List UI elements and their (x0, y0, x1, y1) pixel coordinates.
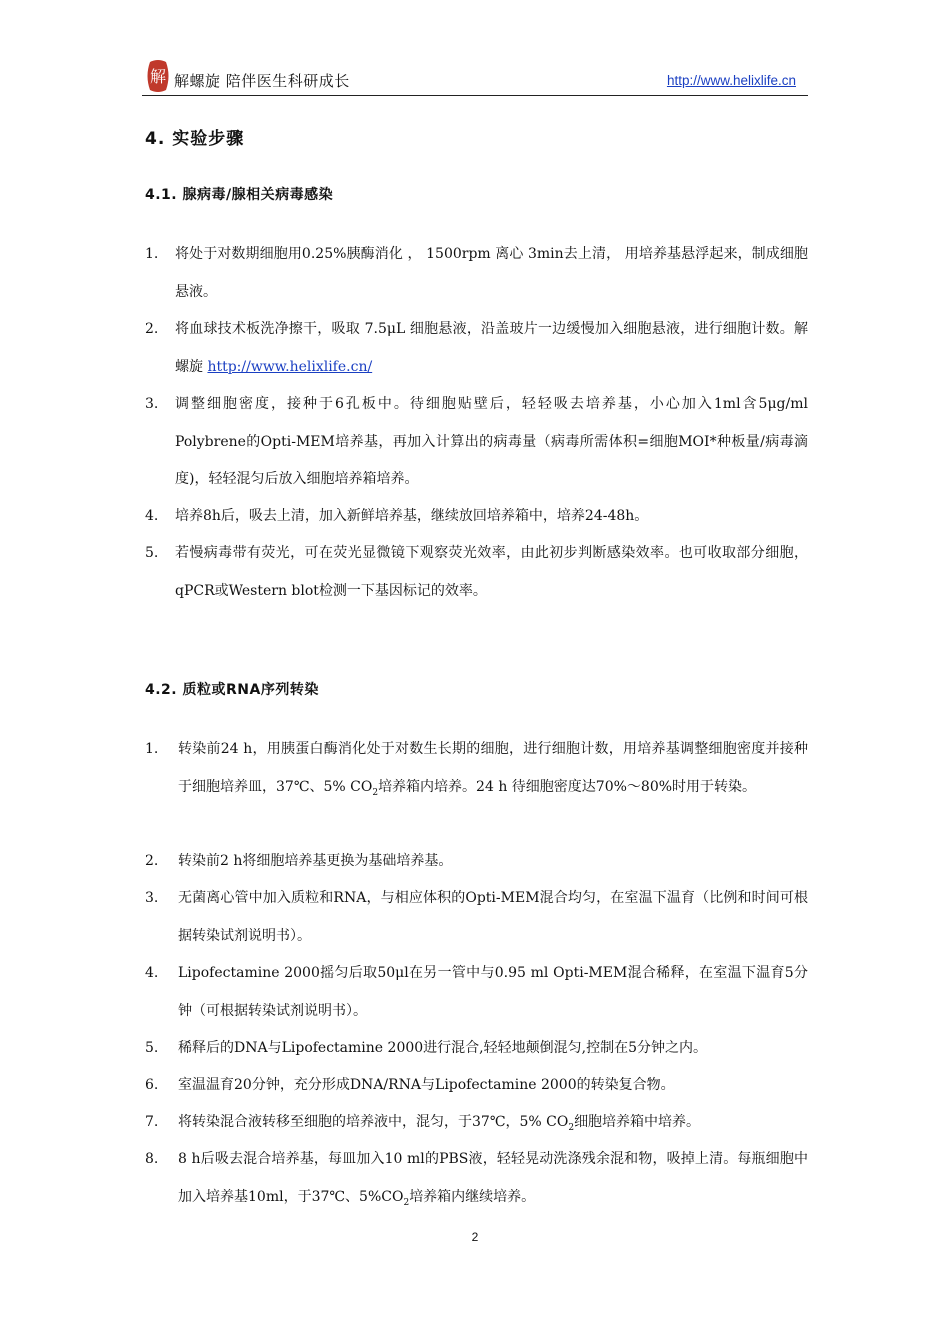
item-text-part: 将转染混合液转移至细胞的培养液中，混匀，于37℃，5% CO (178, 1114, 569, 1130)
list-item (145, 731, 808, 812)
item-text-part: 细胞培养箱中培养。 (574, 1114, 701, 1130)
list-item (145, 386, 808, 499)
list-item (145, 498, 808, 536)
item-text (178, 731, 808, 812)
item-number: 1. (145, 741, 159, 757)
subscript: 2 (372, 787, 379, 798)
item-text: 将处于对数期细胞用0.25%胰酶消化 ， 1500rpm 离心 3min去上清， 用培养基悬浮起来，制成细胞悬液。 (175, 246, 808, 300)
seal-logo-icon (144, 58, 172, 94)
item-text: 若慢病毒带有荧光，可在荧光显微镜下观察荧光效率，由此初步判断感染效率。也可收取部分细胞，qPCR或Western blot检测一下基因标记的效率。 (175, 545, 808, 599)
page-number: 2 (471, 1230, 479, 1244)
header-website-link[interactable]: http://www.helixlife.cn (666, 73, 796, 88)
item-number: 2. (145, 853, 159, 869)
item-number: 4. (145, 965, 159, 981)
item-text: Lipofectamine 2000摇匀后取50μl在另一管中与0.95 ml Opti-MEM混合稀释，在室温下温育5分钟（可根据转染试剂说明书）。 (178, 965, 808, 1019)
subscript: 2 (403, 1197, 410, 1208)
item-number: 3. (145, 396, 159, 412)
list-item (145, 843, 808, 881)
item-text-part: 8 h后吸去混合培养基，每皿加入10 ml的PBS液，轻轻晃动洗涤残余混和物，吸掉上清。每瓶细胞中加入培养基10ml，于37℃、5%CO (178, 1151, 808, 1205)
item-text-part: 转染前24 h，用胰蛋白酶消化处于对数生长期的细胞，进行细胞计数，用培养基调整细胞密度并接种于细胞培养皿，37℃、5% CO (178, 741, 808, 795)
list-item (145, 236, 808, 311)
item-number: 5. (145, 545, 159, 561)
item-number: 2. (145, 321, 159, 337)
subscript: 2 (568, 1122, 575, 1133)
item-text: 无菌离心管中加入质粒和RNA，与相应体积的Opti-MEM混合均匀，在室温下温育（比例和时间可根据转染试剂说明书）。 (178, 890, 808, 944)
subsection-title-4-1: 4.1. 腺病毒/腺相关病毒感染 (145, 187, 334, 203)
helixlife-link[interactable]: http://www.helixlife.cn/ (207, 358, 373, 375)
item-text: 培养8h后，吸去上清，加入新鲜培养基，继续放回培养箱中，培养24-48h。 (175, 508, 649, 524)
page-header (142, 58, 808, 96)
list-item (145, 535, 808, 610)
list-item (145, 1067, 808, 1105)
subsection-title-4-2: 4.2. 质粒或RNA序列转染 (145, 682, 319, 698)
item-number: 4. (145, 508, 159, 524)
brand-slogan: 解螺旋 陪伴医生科研成长 (174, 72, 350, 90)
item-text: 稀释后的DNA与Lipofectamine 2000进行混合,轻轻地颠倒混匀,控制在5分钟之内。 (178, 1040, 707, 1056)
item-number: 6. (145, 1077, 159, 1093)
item-text-part: 培养箱内培养。24 h 待细胞密度达70%～80%时用于转染。 (378, 778, 757, 795)
item-number: 3. (145, 890, 159, 906)
item-number: 8. (145, 1151, 159, 1167)
item-text-main: 将血球技术板洗净擦干，吸取 7.5μL 细胞悬液，沿盖玻片一边缓慢加入细胞悬液，进行细胞计数。解螺旋 (175, 321, 808, 375)
svg-text:解: 解 (149, 67, 167, 86)
item-text-part: 培养箱内继续培养。 (409, 1188, 536, 1205)
item-text (175, 311, 808, 386)
item-text: 转染前2 h将细胞培养基更换为基础培养基。 (178, 853, 453, 869)
item-number: 1. (145, 246, 159, 262)
item-number: 5. (145, 1040, 159, 1056)
list-item (145, 1141, 808, 1222)
section-title: 4. 实验步骤 (145, 129, 245, 149)
list-item (145, 1030, 808, 1068)
item-number: 7. (145, 1114, 159, 1130)
item-text: 调整细胞密度，接种于6孔板中。待细胞贴壁后，轻轻吸去培养基，小心加入1ml含5μg/ml Polybrene的Opti-MEM培养基，再加入计算出的病毒量（病毒所需体积=细胞MOI*种板量/病毒滴度)，轻轻混匀后放入细胞培养箱培养。 (175, 396, 808, 487)
item-text (178, 1141, 808, 1222)
list-item (145, 311, 808, 386)
list-item (145, 880, 808, 955)
item-text: 室温温育20分钟，充分形成DNA/RNA与Lipofectamine 2000的转染复合物。 (178, 1077, 675, 1093)
list-item (145, 955, 808, 1030)
